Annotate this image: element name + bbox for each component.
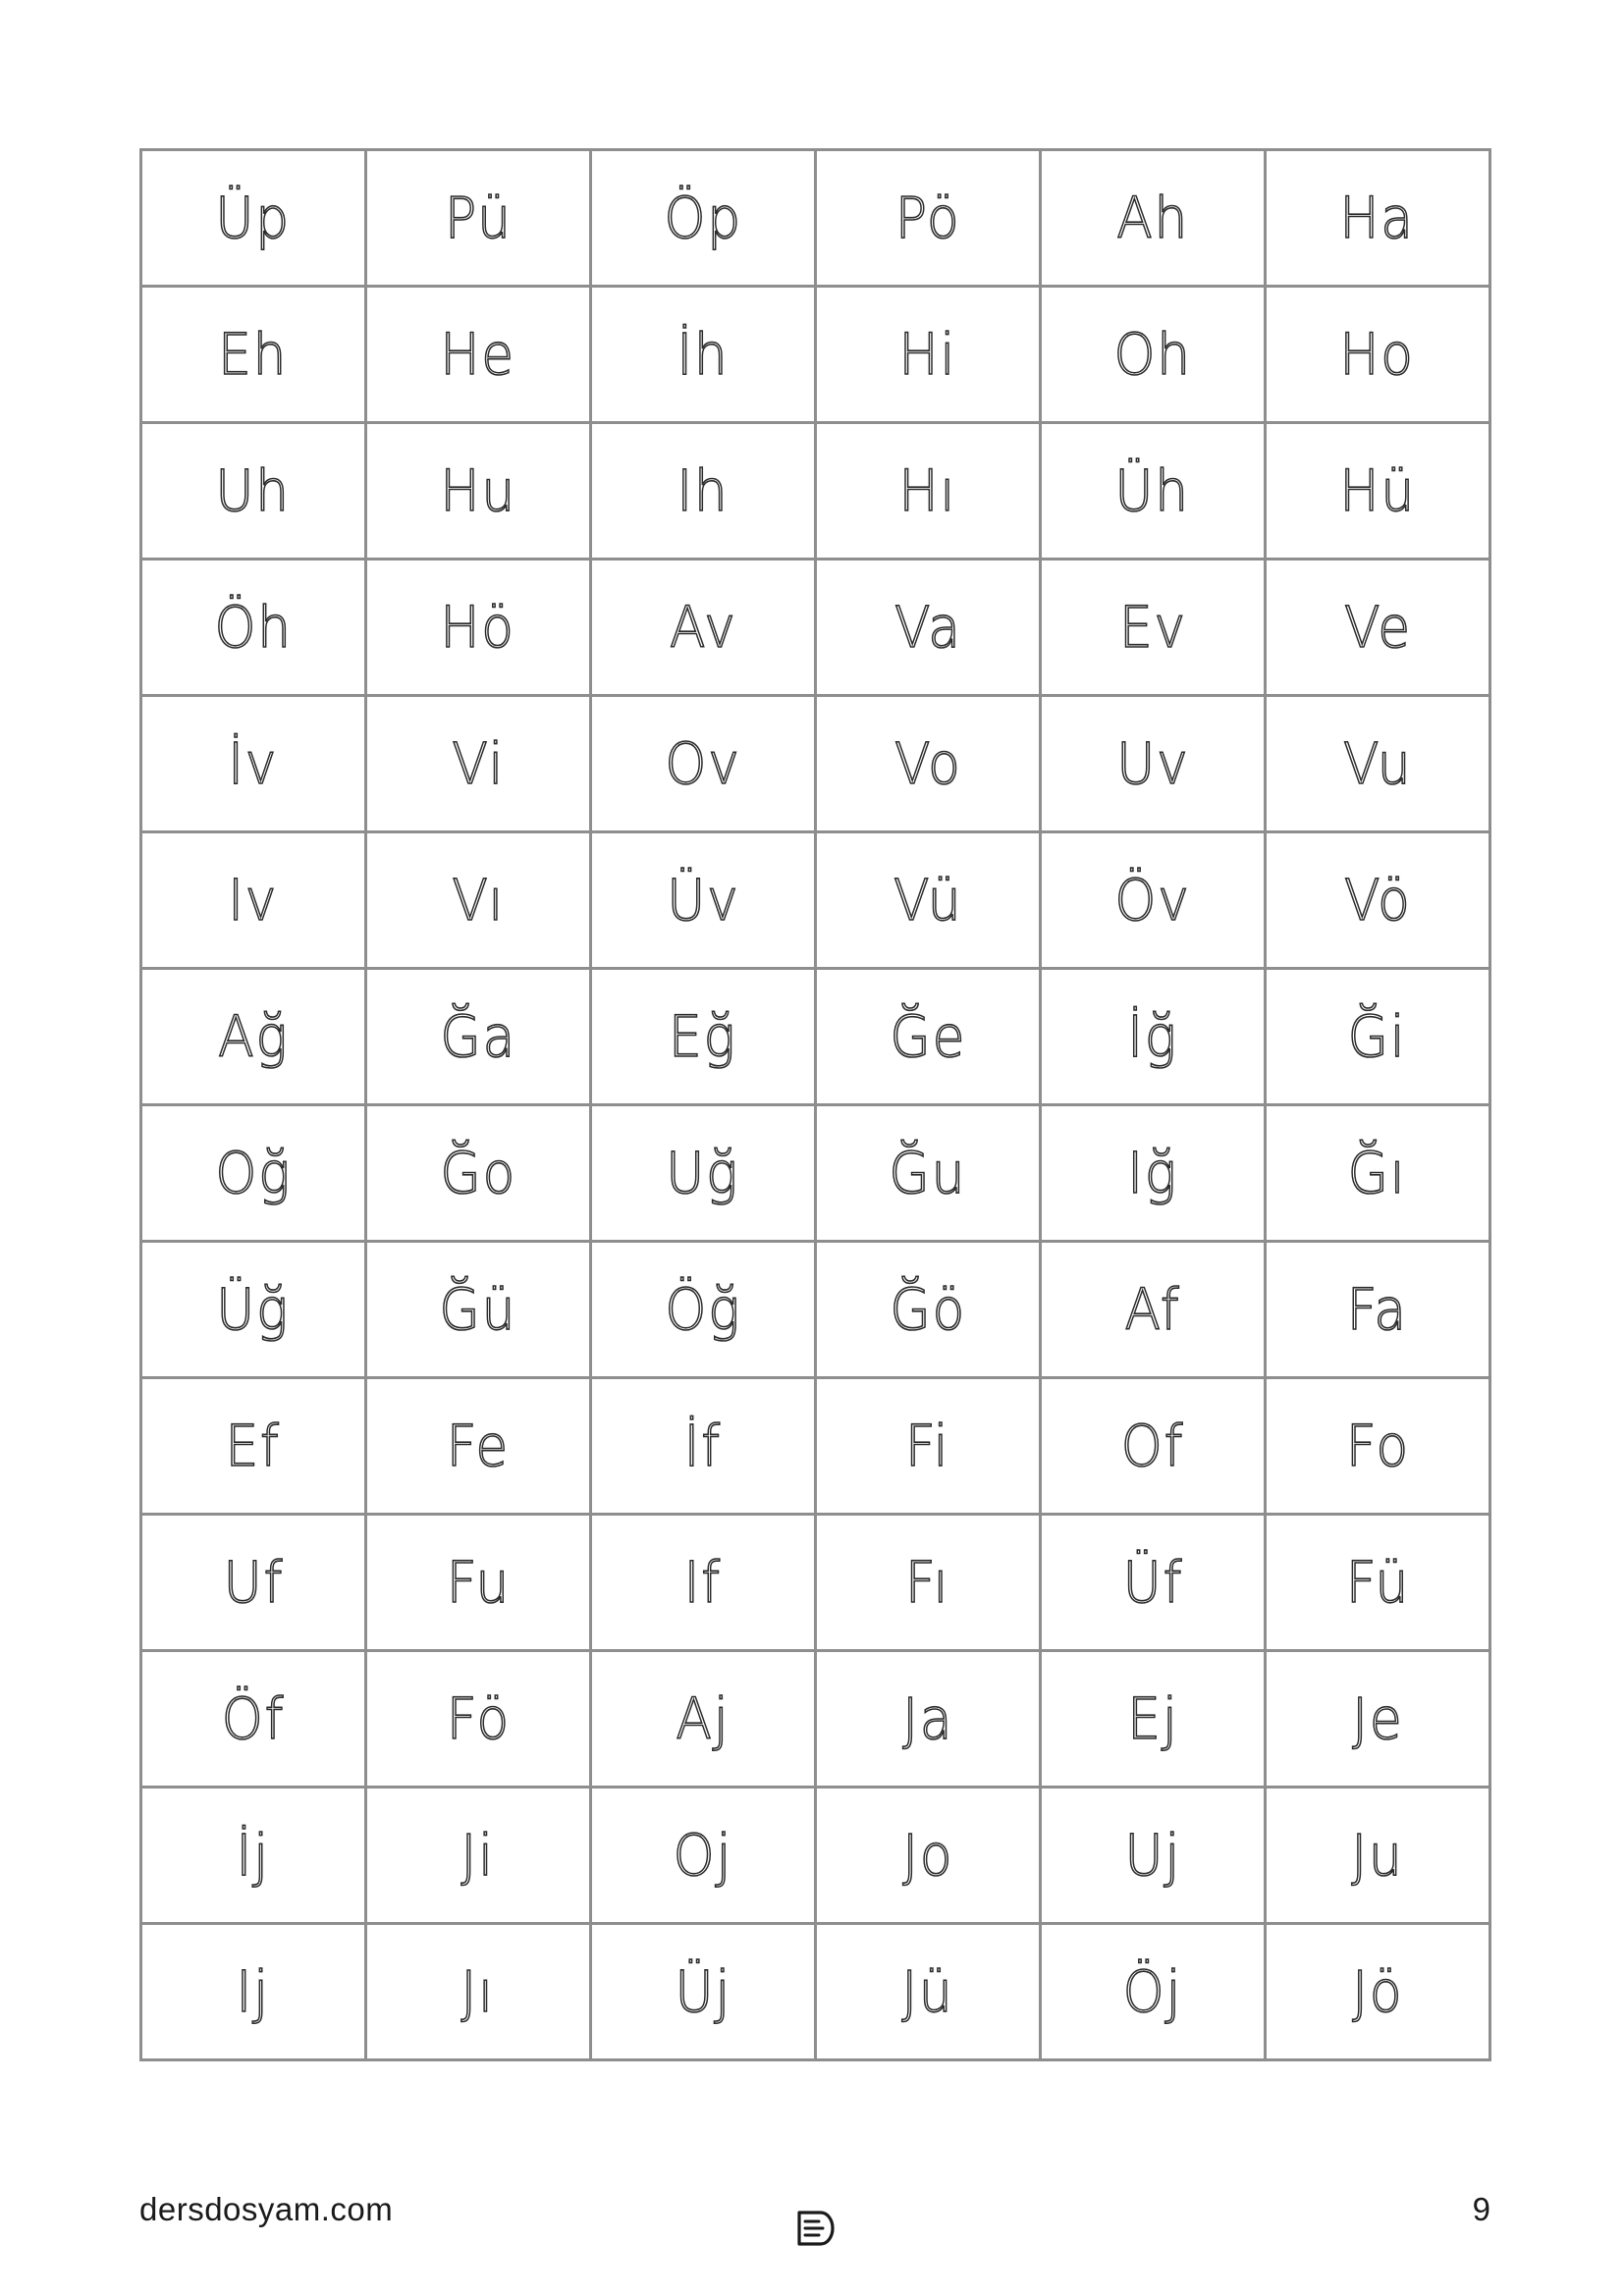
tracing-syllable: Ji — [460, 1822, 496, 1889]
grid-cell — [1266, 1651, 1490, 1788]
grid-cell — [141, 1242, 366, 1378]
grid-cell — [366, 423, 591, 560]
grid-cell — [816, 1924, 1041, 2060]
grid-cell — [1266, 287, 1490, 423]
grid-row — [141, 150, 1490, 287]
tracing-syllable: Vı — [452, 867, 505, 934]
tracing-syllable: Fa — [1346, 1276, 1409, 1343]
tracing-syllable: İj — [236, 1822, 271, 1889]
grid-cell — [1266, 150, 1490, 287]
grid-row — [141, 1242, 1490, 1378]
grid-cell — [366, 1651, 591, 1788]
tracing-syllable: Ov — [665, 730, 741, 797]
grid-cell — [816, 287, 1041, 423]
grid-cell — [816, 1105, 1041, 1242]
tracing-syllable: Av — [669, 594, 737, 661]
grid-cell — [141, 1924, 366, 2060]
tracing-syllable: Üğ — [216, 1276, 291, 1343]
tracing-syllable: Ve — [1343, 594, 1412, 661]
grid-cell — [591, 1242, 816, 1378]
grid-cell — [1041, 1924, 1266, 2060]
tracing-syllable: Vo — [893, 730, 962, 797]
grid-cell — [816, 1651, 1041, 1788]
tracing-syllable: Fu — [446, 1549, 511, 1616]
tracing-syllable: Hı — [898, 457, 957, 524]
grid-cell — [141, 1378, 366, 1515]
grid-cell — [141, 832, 366, 969]
tracing-syllable: İv — [228, 730, 279, 797]
tracing-syllable: Je — [1351, 1685, 1404, 1752]
tracing-grid — [139, 148, 1491, 2061]
grid-row — [141, 1378, 1490, 1515]
tracing-syllable: Uf — [223, 1549, 284, 1616]
grid-cell — [1041, 1651, 1266, 1788]
grid-cell — [591, 287, 816, 423]
grid-row — [141, 1515, 1490, 1651]
grid-cell — [816, 1242, 1041, 1378]
grid-cell — [1041, 560, 1266, 696]
tracing-syllable: Oğ — [215, 1140, 292, 1206]
grid-cell — [1266, 696, 1490, 832]
tracing-syllable: Ğa — [440, 1003, 516, 1070]
tracing-syllable: Ği — [1348, 1003, 1407, 1070]
grid-cell — [1041, 1242, 1266, 1378]
footer-site-name: dersdosyam.com — [139, 2191, 394, 2227]
tracing-syllable: Iv — [228, 867, 279, 934]
grid-cell — [141, 1788, 366, 1924]
tracing-syllable: Ğı — [1348, 1140, 1407, 1206]
tracing-syllable: Ih — [677, 457, 730, 524]
grid-row — [141, 1105, 1490, 1242]
grid-cell — [816, 969, 1041, 1105]
tracing-syllable: He — [440, 321, 516, 388]
grid-cell — [1266, 1105, 1490, 1242]
grid-cell — [366, 287, 591, 423]
tracing-syllable: Hö — [440, 594, 516, 661]
grid-cell — [591, 150, 816, 287]
tracing-syllable: Fü — [1345, 1549, 1410, 1616]
grid-cell — [1041, 832, 1266, 969]
tracing-syllable: Öp — [664, 185, 742, 251]
grid-row — [141, 969, 1490, 1105]
tracing-syllable: İh — [677, 321, 730, 388]
grid-cell — [591, 1651, 816, 1788]
tracing-syllable: Üv — [666, 867, 740, 934]
grid-cell — [1041, 1788, 1266, 1924]
grid-cell — [816, 560, 1041, 696]
grid-cell — [591, 1105, 816, 1242]
grid-cell — [141, 696, 366, 832]
tracing-syllable: Ğu — [889, 1140, 967, 1206]
document-lines-icon — [793, 2209, 837, 2248]
grid-cell — [366, 1788, 591, 1924]
grid-cell — [1041, 1378, 1266, 1515]
grid-cell — [366, 560, 591, 696]
grid-cell — [1266, 1515, 1490, 1651]
tracing-syllable: Uğ — [666, 1140, 740, 1206]
tracing-syllable: Va — [893, 594, 962, 661]
grid-cell — [366, 832, 591, 969]
tracing-syllable: Af — [1124, 1276, 1181, 1343]
grid-row — [141, 287, 1490, 423]
tracing-syllable: Ev — [1118, 594, 1187, 661]
grid-cell — [591, 969, 816, 1105]
grid-cell — [591, 1515, 816, 1651]
grid-cell — [1266, 969, 1490, 1105]
tracing-syllable: Öv — [1114, 867, 1191, 934]
grid-cell — [591, 560, 816, 696]
grid-cell — [1266, 832, 1490, 969]
tracing-syllable: İğ — [1127, 1003, 1178, 1070]
grid-row — [141, 1924, 1490, 2060]
grid-cell — [366, 150, 591, 287]
grid-row — [141, 560, 1490, 696]
grid-cell — [816, 423, 1041, 560]
grid-cell — [816, 1788, 1041, 1924]
tracing-syllable: Iğ — [1127, 1140, 1178, 1206]
grid-cell — [366, 969, 591, 1105]
tracing-syllable: Öh — [214, 594, 293, 661]
tracing-syllable: Ej — [1126, 1685, 1179, 1752]
grid-cell — [1266, 1788, 1490, 1924]
tracing-grid-body — [141, 150, 1490, 2060]
tracing-syllable: Eh — [218, 321, 289, 388]
page-number: 9 — [1472, 2191, 1490, 2227]
tracing-syllable: Üh — [1114, 457, 1191, 524]
tracing-syllable: İf — [683, 1413, 723, 1479]
grid-cell — [816, 1378, 1041, 1515]
grid-cell — [1041, 696, 1266, 832]
grid-cell — [366, 696, 591, 832]
grid-cell — [1041, 1515, 1266, 1651]
tracing-syllable: Jö — [1351, 1958, 1404, 2025]
tracing-syllable: Eğ — [669, 1003, 737, 1070]
tracing-syllable: Fi — [905, 1413, 950, 1479]
grid-cell — [1266, 423, 1490, 560]
tracing-syllable: Pü — [444, 185, 513, 251]
tracing-syllable: Fe — [446, 1413, 511, 1479]
tracing-syllable: Hü — [1339, 457, 1416, 524]
grid-cell — [1041, 969, 1266, 1105]
grid-cell — [366, 1105, 591, 1242]
grid-cell — [141, 560, 366, 696]
tracing-syllable: Öf — [221, 1685, 286, 1752]
tracing-syllable: Vi — [452, 730, 505, 797]
tracing-syllable: Oj — [673, 1822, 733, 1889]
grid-cell — [366, 1242, 591, 1378]
grid-cell — [1041, 287, 1266, 423]
tracing-syllable: Ha — [1339, 185, 1416, 251]
grid-cell — [141, 1515, 366, 1651]
tracing-syllable: Jı — [460, 1958, 496, 2025]
tracing-syllable: Ğo — [440, 1140, 516, 1206]
tracing-syllable: Öj — [1122, 1958, 1183, 2025]
tracing-syllable: Üf — [1122, 1549, 1183, 1616]
grid-cell — [1266, 1924, 1490, 2060]
tracing-syllable: Fı — [905, 1549, 950, 1616]
tracing-syllable: Uv — [1115, 730, 1190, 797]
grid-cell — [591, 1924, 816, 2060]
tracing-syllable: Vö — [1343, 867, 1412, 934]
tracing-syllable: Vu — [1342, 730, 1413, 797]
tracing-syllable: Oh — [1113, 321, 1192, 388]
grid-cell — [1041, 150, 1266, 287]
grid-cell — [366, 1378, 591, 1515]
grid-cell — [591, 1378, 816, 1515]
grid-row — [141, 1651, 1490, 1788]
grid-cell — [591, 1788, 816, 1924]
tracing-syllable: Vü — [893, 867, 963, 934]
tracing-syllable: Uh — [215, 457, 292, 524]
tracing-syllable: Ef — [225, 1413, 282, 1479]
grid-cell — [366, 1924, 591, 2060]
grid-cell — [816, 150, 1041, 287]
grid-cell — [141, 287, 366, 423]
grid-cell — [1041, 423, 1266, 560]
grid-cell — [141, 150, 366, 287]
tracing-syllable: Ju — [1351, 1822, 1404, 1889]
tracing-syllable: Of — [1120, 1413, 1185, 1479]
grid-row — [141, 1788, 1490, 1924]
tracing-syllable: Fo — [1345, 1413, 1410, 1479]
tracing-syllable: Üj — [675, 1958, 731, 2025]
tracing-syllable: Hi — [898, 321, 957, 388]
tracing-syllable: Hu — [440, 457, 516, 524]
tracing-syllable: Ağ — [217, 1003, 290, 1070]
grid-cell — [141, 1651, 366, 1788]
tracing-syllable: Jü — [901, 1958, 954, 2025]
tracing-syllable: Fö — [446, 1685, 511, 1752]
tracing-syllable: Ğe — [890, 1003, 966, 1070]
tracing-syllable: Üp — [215, 185, 292, 251]
grid-cell — [1266, 1378, 1490, 1515]
grid-cell — [591, 423, 816, 560]
grid-cell — [1266, 560, 1490, 696]
grid-cell — [816, 1515, 1041, 1651]
tracing-syllable: Ja — [901, 1685, 954, 1752]
grid-cell — [141, 423, 366, 560]
tracing-syllable: Pö — [894, 185, 961, 251]
grid-cell — [591, 696, 816, 832]
grid-cell — [816, 832, 1041, 969]
tracing-syllable: If — [683, 1549, 723, 1616]
grid-cell — [591, 832, 816, 969]
grid-cell — [816, 696, 1041, 832]
grid-row — [141, 423, 1490, 560]
tracing-syllable: Öğ — [665, 1276, 741, 1343]
tracing-syllable: Ğü — [439, 1276, 517, 1343]
tracing-syllable: Ho — [1339, 321, 1416, 388]
grid-row — [141, 696, 1490, 832]
tracing-syllable: Uj — [1124, 1822, 1181, 1889]
tracing-syllable: Aj — [676, 1685, 731, 1752]
grid-row — [141, 832, 1490, 969]
grid-cell — [1041, 1105, 1266, 1242]
grid-cell — [1266, 1242, 1490, 1378]
tracing-syllable: Ij — [236, 1958, 271, 2025]
grid-cell — [141, 1105, 366, 1242]
grid-cell — [141, 969, 366, 1105]
tracing-syllable: Ah — [1115, 185, 1190, 251]
tracing-syllable: Jo — [901, 1822, 954, 1889]
tracing-syllable: Ğö — [890, 1276, 966, 1343]
grid-cell — [366, 1515, 591, 1651]
